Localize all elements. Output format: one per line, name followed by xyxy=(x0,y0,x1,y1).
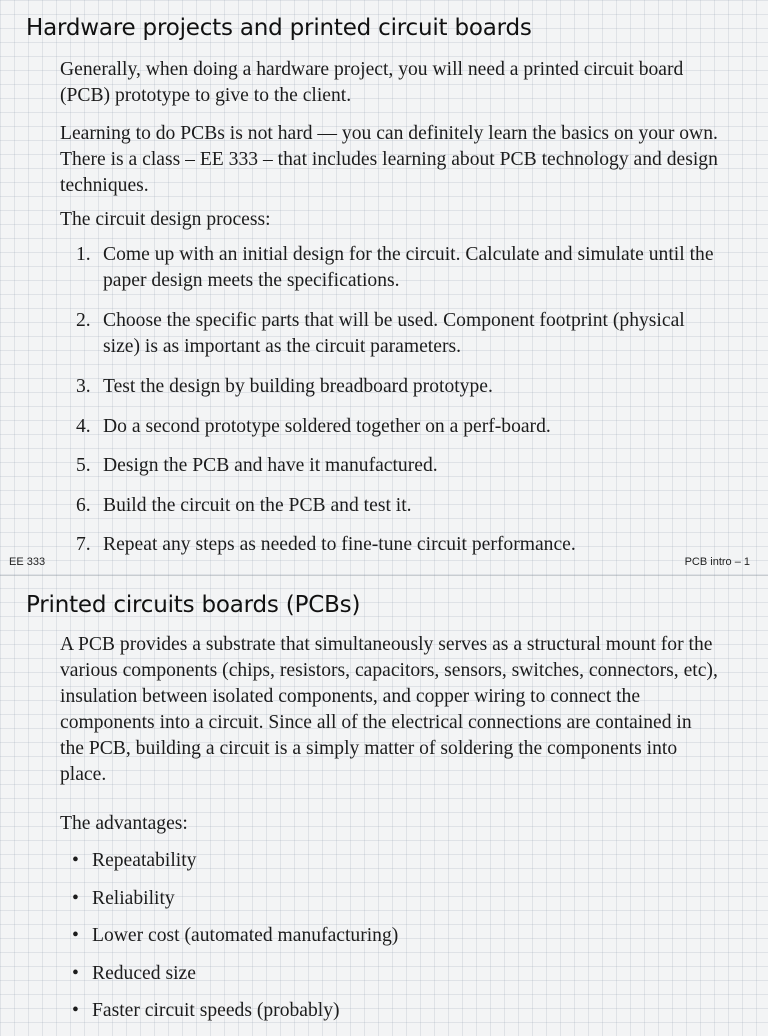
process-heading: The circuit design process: xyxy=(60,209,271,230)
step-number: 5. xyxy=(76,455,91,476)
step-number: 3. xyxy=(76,376,91,397)
advantage-item xyxy=(60,998,700,1024)
learning-paragraph: Learning to do PCBs is not hard — you can definitely learn the basics on your own. There is a class – EE 333 – that includes learning about PCB technology and design techniques. xyxy=(60,123,718,196)
advantage-item xyxy=(60,923,700,949)
footer-page: PCB intro – 1 xyxy=(684,556,750,568)
advantage-text: Faster circuit speeds (probably) xyxy=(92,1000,340,1021)
bullet-icon: • xyxy=(72,1000,79,1021)
design-step xyxy=(60,414,720,440)
step-text: Choose the specific parts that will be used. Component footprint (physical size) is as important as the circuit parameters. xyxy=(103,310,685,357)
step-text: Repeat any steps as needed to fine-tune circuit performance. xyxy=(103,534,576,555)
slide-title: Hardware projects and printed circuit boards xyxy=(26,15,532,41)
bullet-icon: • xyxy=(72,925,79,946)
step-text: Do a second prototype soldered together on a perf-board. xyxy=(103,415,551,437)
advantage-text: Reduced size xyxy=(92,962,196,984)
step-text: Come up with an initial design for the circuit. Calculate and simulate until the paper design meets the specifications. xyxy=(103,244,714,291)
design-step xyxy=(60,493,720,519)
advantage-item xyxy=(60,961,700,987)
advantages-heading: The advantages: xyxy=(60,813,188,834)
step-number: 6. xyxy=(76,494,91,516)
step-number: 7. xyxy=(76,534,91,555)
design-step xyxy=(60,308,720,360)
step-text: Test the design by building breadboard prototype. xyxy=(103,376,493,397)
design-step xyxy=(60,453,720,479)
advantage-text: Lower cost (automated manufacturing) xyxy=(92,925,399,946)
bullet-icon: • xyxy=(72,850,79,871)
pcb-description-paragraph: A PCB provides a substrate that simultaneously serves as a structural mount for the various components (chips, resistors, capacitors, sensors, switches, connectors, etc), insulation between isolated components, and copper wiring to connect the components into a circuit. Since all of the electrical connections are contained in the PCB, building a circuit is a simply matter of soldering the components into place. xyxy=(60,634,718,785)
design-step xyxy=(60,532,720,558)
slide-2 xyxy=(0,576,768,1024)
design-step xyxy=(60,242,720,294)
advantage-item xyxy=(60,886,700,912)
step-number: 1. xyxy=(76,244,91,265)
step-number: 4. xyxy=(76,415,91,437)
step-text: Design the PCB and have it manufactured. xyxy=(103,455,438,476)
design-step xyxy=(60,374,720,400)
advantages-list xyxy=(60,848,700,1036)
step-number: 2. xyxy=(76,310,91,331)
advantage-text: Reliability xyxy=(92,887,175,909)
bullet-icon: • xyxy=(72,887,79,909)
advantage-text: Repeatability xyxy=(92,850,197,871)
step-text: Build the circuit on the PCB and test it. xyxy=(103,494,412,516)
bullet-icon: • xyxy=(72,962,79,984)
design-steps-list xyxy=(60,242,720,558)
footer-course: EE 333 xyxy=(9,556,46,568)
intro-paragraph: Generally, when doing a hardware project, you will need a printed circuit board (PCB) prototype to give to the client. xyxy=(60,59,684,106)
advantage-item xyxy=(60,848,700,874)
slide-title: Printed circuits boards (PCBs) xyxy=(26,592,361,618)
